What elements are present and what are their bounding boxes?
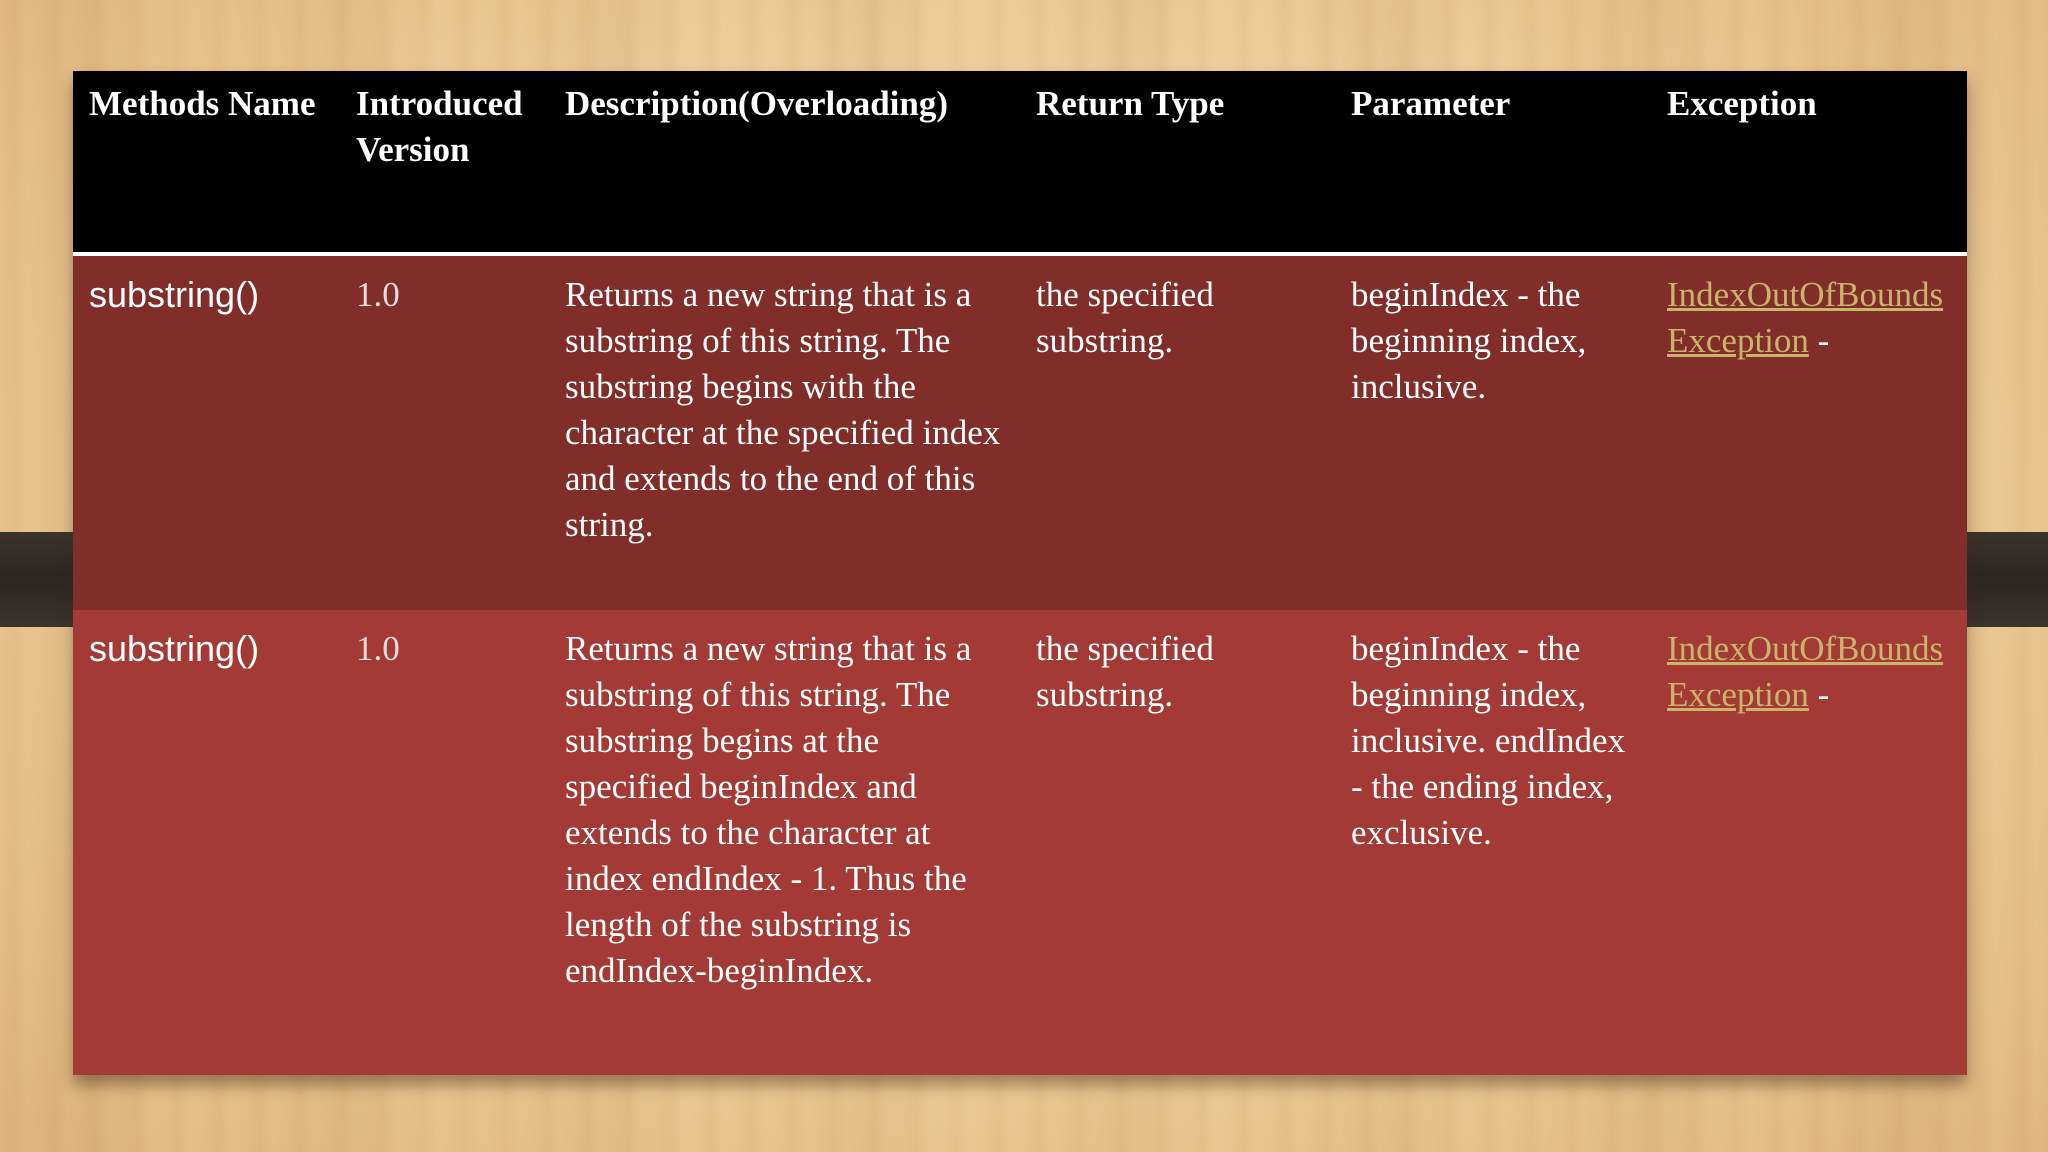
header-exception: Exception <box>1651 71 1967 254</box>
method-name-cell: substring() <box>89 274 260 315</box>
return-type-cell: the specified substring. <box>1036 628 1214 714</box>
methods-table-container <box>73 71 1967 1075</box>
methods-table <box>73 71 1967 1075</box>
version-cell: 1.0 <box>356 628 400 668</box>
exception-link[interactable]: IndexOutOfBoundsException <box>1667 628 1944 714</box>
table-header-row <box>73 71 1967 254</box>
description-cell: Returns a new string that is a substring of this string. The substring begins with the character at the specified index and extends to the end of this string. <box>565 275 1001 544</box>
exception-suffix: - <box>1808 674 1830 714</box>
table-row <box>73 254 1967 610</box>
exception-cell <box>1651 610 1967 1075</box>
parameter-cell: beginIndex - the beginning index, inclusive. <box>1351 275 1587 406</box>
header-return-type: Return Type <box>1020 71 1335 254</box>
header-methods-name: Methods Name <box>73 71 340 254</box>
header-introduced-version: Introduced Version <box>340 71 549 254</box>
return-type-cell: the specified substring. <box>1036 275 1214 360</box>
header-description: Description(Overloading) <box>549 71 1020 254</box>
header-parameter: Parameter <box>1335 71 1651 254</box>
description-cell: Returns a new string that is a substring of this string. The substring begins at the specified beginIndex and extends to the character at index endIndex - 1. Thus the length of the substring is endIndex-beginIndex. <box>565 628 972 990</box>
method-name-cell: substring() <box>89 627 260 669</box>
parameter-cell: beginIndex - the beginning index, inclusive. endIndex - the ending index, exclusive. <box>1351 628 1626 852</box>
table-row <box>73 610 1967 1075</box>
exception-suffix: - <box>1808 321 1830 360</box>
exception-cell <box>1651 254 1967 610</box>
version-cell: 1.0 <box>356 275 400 314</box>
exception-link[interactable]: IndexOutOfBoundsException <box>1667 275 1944 360</box>
